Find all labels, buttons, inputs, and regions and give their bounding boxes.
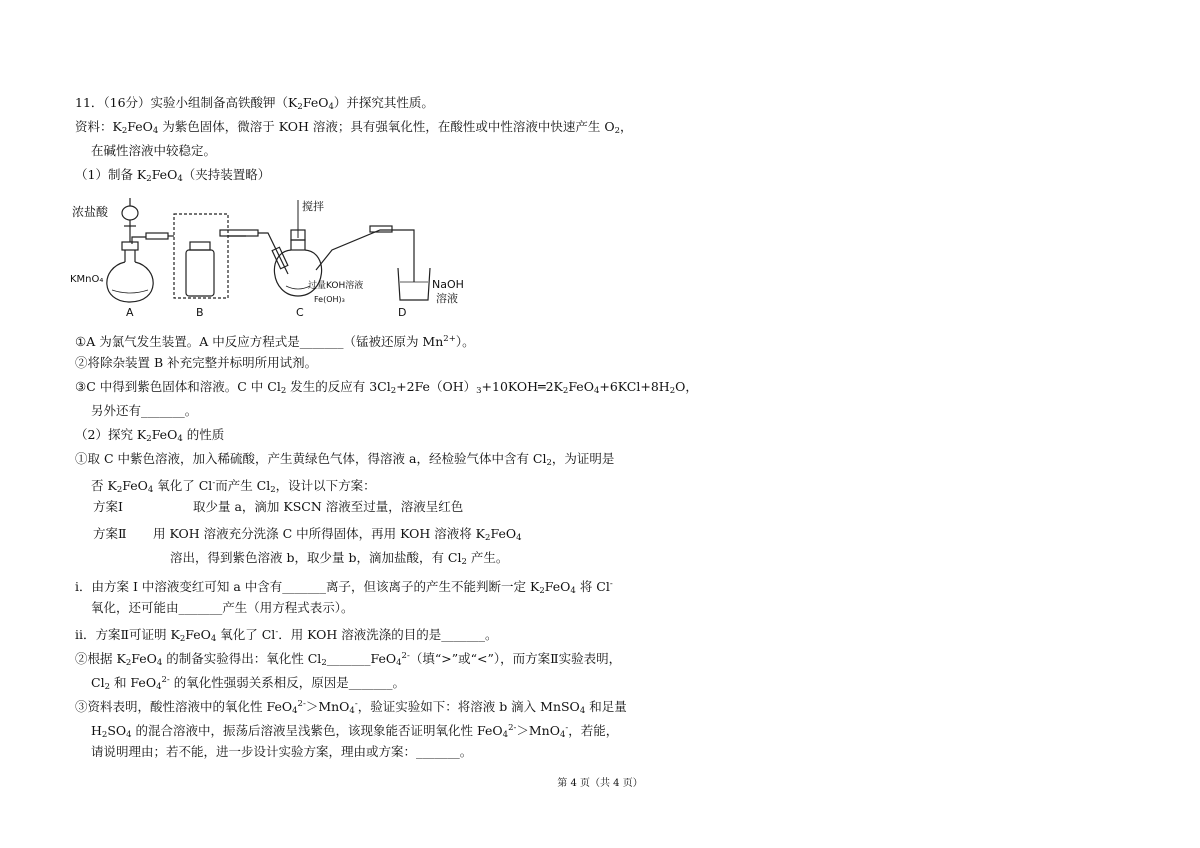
task-1: ①取 C 中紫色溶液，加入稀硫酸，产生黄绿色气体，得溶液 a，经检验气体中含有 $Cl_2$，为证明是	[75, 451, 615, 468]
plan-1-name: 方案Ⅰ	[93, 499, 123, 514]
info-line-2: 在碱性溶液中较稳定。	[91, 143, 217, 158]
label-feoh: Fe(OH)₃	[314, 295, 345, 304]
sub-i-cont: 氧化，还可能由_______产生（用方程式表示）。	[91, 600, 354, 615]
page-footer: 第 4 页（共 4 页）	[557, 778, 643, 789]
label-d: D	[398, 306, 407, 319]
label-naoh: NaOH	[432, 278, 464, 291]
task-3-cont: $H_2SO_4$ 的混合溶液中，振荡后溶液呈浅紫色，该现象能否证明氧化性 FeO$_4^{2-}$＞MnO$_4$-，若能，	[91, 723, 619, 740]
sub-i: i．由方案 I 中溶液变红可知 a 中含有_______离子，但该离子的产生不能判断一定 $K_2FeO_4$ 将 Cl-	[75, 579, 613, 596]
label-koh: 过量KOH溶液	[308, 281, 364, 291]
label-hcl: 浓盐酸	[72, 205, 109, 219]
step-3: ③C 中得到紫色固体和溶液。C 中 $Cl_2$ 发生的反应有 $3Cl_2+2Fe(OH)_3+10KOH═2K_2FeO_4+6KCl+8H_2O$，	[75, 379, 698, 396]
label-a: A	[126, 306, 134, 319]
sub-ii: ii．方案Ⅱ可证明 $K_2FeO_4$ 氧化了 Cl-．用 KOH 溶液洗涤的目的是_______。	[75, 627, 498, 644]
info-line-1: 资料：$K_2FeO_4$ 为紫色固体，微溶于 KOH 溶液；具有强氧化性，在酸性或中性溶液中快速产生 $O_2$，	[75, 119, 633, 136]
task-3-cont-2: 请说明理由；若不能，进一步设计实验方案，理由或方案：_______。	[91, 744, 473, 759]
step-3-cont: 另外还有_______。	[91, 403, 198, 418]
label-naoh-solution: 溶液	[436, 292, 458, 305]
label-kmno4: KMnO₄	[70, 274, 104, 285]
part2-heading: （2）探究 $K_2FeO_4$ 的性质	[75, 427, 225, 444]
step-2: ②将除杂装置 B 补充完整并标明所用试剂。	[75, 355, 318, 370]
label-b: B	[196, 306, 204, 319]
dropping-funnel	[122, 206, 138, 220]
task-1-cont: 否 $K_2FeO_4$ 氧化了 Cl-而产生 $Cl_2$，设计以下方案：	[91, 478, 376, 495]
question-title: 11．（16分）实验小组制备高铁酸钾$(K_2FeO_4)$并探究其性质。	[75, 95, 434, 112]
task-2: ②根据 $K_2FeO_4$ 的制备实验得出：氧化性 $Cl_2\_\_\_\_\_\_\_FeO_4^{2-}$（填“>”或“<”），而方案Ⅱ实验表明，	[75, 651, 622, 668]
label-c: C	[296, 306, 304, 319]
apparatus-diagram	[70, 190, 480, 322]
round-flask	[107, 262, 153, 302]
wash-box-b	[174, 214, 228, 298]
plan-2-text-cont: 溶出，得到紫色溶液 b，取少量 b，滴加盐酸，有 $Cl_2$ 产生。	[170, 550, 509, 567]
task-2-cont: $Cl_2$ 和 FeO$_4^{2-}$ 的氧化性强弱关系相反，原因是_______。	[91, 675, 406, 692]
plan-2-text: 用 KOH 溶液充分洗涤 C 中所得固体，再用 KOH 溶液将 $K_2FeO_4$	[153, 526, 522, 543]
task-3: ③资料表明，酸性溶液中的氧化性 FeO$_4^{2-}$＞MnO$_4$-，验证实验如下：将溶液 b 滴入 MnSO$_4$ 和足量	[75, 699, 627, 716]
label-stir: 搅拌	[302, 200, 324, 213]
step-1: ①A 为氯气发生装置。A 中反应方程式是_______（锰被还原为 $Mn^{2+}$）。	[75, 334, 475, 349]
plan-1-text: 取少量 a，滴加 KSCN 溶液至过量，溶液呈红色	[193, 499, 464, 514]
part1-heading: （1）制备 $K_2FeO_4$（夹持装置略）	[75, 167, 271, 184]
plan-2-name: 方案Ⅱ	[93, 526, 127, 541]
